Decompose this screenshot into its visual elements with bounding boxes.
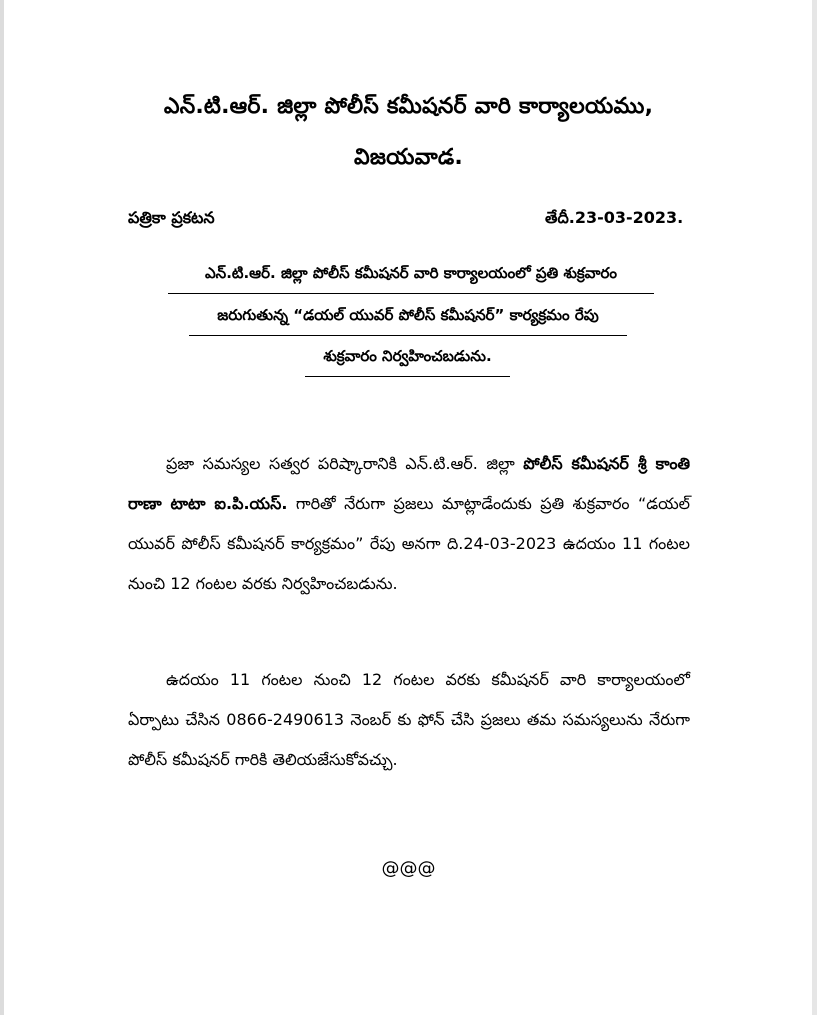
headline-line-2: జరుగుతున్న “డయల్ యువర్ పోలీస్ కమీషనర్” కార్యక్రమం రేపు [189,306,627,336]
body-paragraph-1 [128,444,690,604]
office-title: ఎన్.టి.ఆర్. జిల్లా పోలీస్ కమీషనర్ వారి కార్యాలయము, [163,94,654,119]
press-release-date: తేదీ.23-03-2023. [545,208,684,227]
body-paragraph-2 [128,660,690,780]
headline-line-1: ఎన్.టి.ఆర్. జిల్లా పోలీస్ కమీషనర్ వారి కార్యాలయంలో ప్రతి శుక్రవారం [168,264,654,294]
headline-line-3: శుక్రవారం నిర్వహించబడును. [305,347,510,377]
press-release-label: పత్రికా ప్రకటన [128,208,215,227]
paragraph-2-text: ఉదయం 11 గంటల నుంచి 12 గంటల వరకు కమీషనర్ వారి కార్యాలయంలో ఏర్పాటు చేసిన 0866-2490613 నెంబర్ కు ఫోన్ చేసి ప్రజలు తమ సమస్యలును నేరుగా పోలీస్ కమీషనర్ గారికి తెలియజేసుకోవచ్చు. [128,670,690,769]
end-marker: @@@ [381,858,436,879]
paragraph-1-text-b: గారితో నేరుగా ప్రజలు మాట్లాడేందుకు ప్రతి శుక్రవారం “డయల్ యువర్ పోలీస్ కమీషనర్ కార్యక్రమం” రేపు అనగా ది.24-03-2023 ఉదయం 11 గంటల నుంచి 12 గంటల వరకు నిర్వహించబడును. [128,494,690,593]
office-city: విజయవాడ. [354,145,463,170]
paragraph-1-text-a: ప్రజా సమస్యల సత్వర పరిష్కారానికి ఎన్.టి.ఆర్. జిల్లా [166,454,524,473]
commissioner-name: పోలీస్ కమీషనర్ శ్రీ కాంతి రాణా టాటా ఐ.పి.యస్. [128,454,690,513]
